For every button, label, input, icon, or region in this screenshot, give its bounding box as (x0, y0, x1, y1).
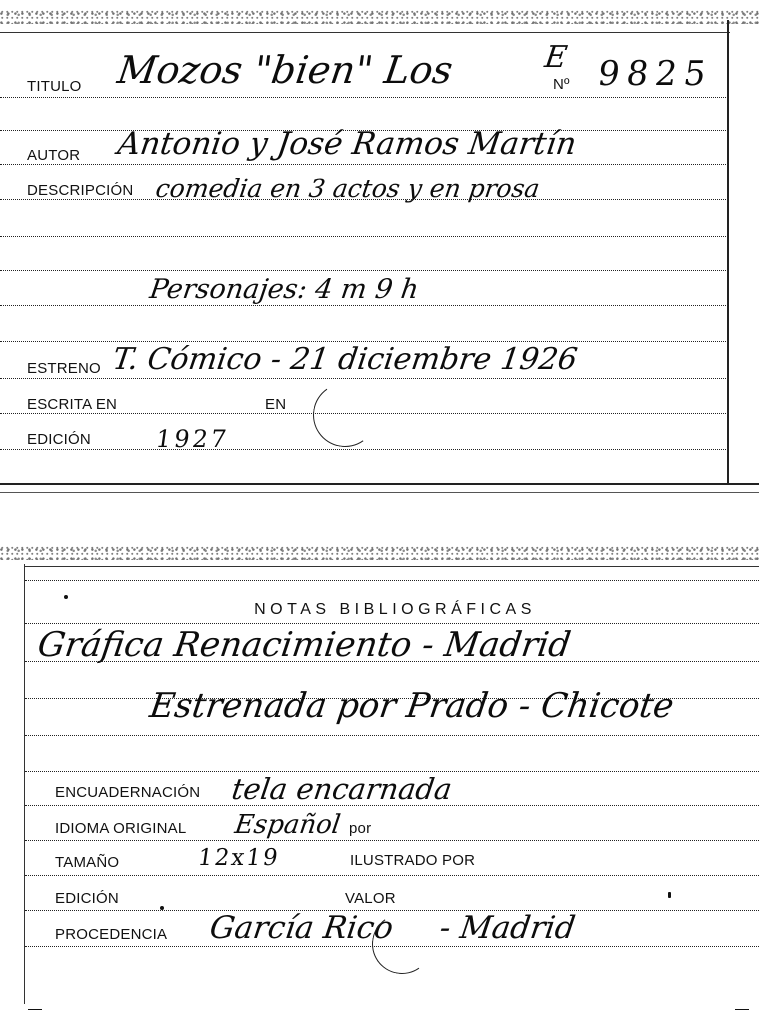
en-label: EN (265, 396, 287, 413)
rule-blank-2 (0, 236, 728, 237)
rule-idioma (25, 840, 759, 841)
descripcion-value: comedia en 3 actos y en prosa (153, 174, 542, 203)
catalog-card-front (0, 0, 759, 495)
por-label: por (349, 820, 372, 837)
tamano-value: 12x19 (196, 845, 282, 871)
torn-edge-top (0, 10, 759, 24)
card-bottom-border (0, 483, 759, 485)
valor-label: VALOR (345, 890, 396, 907)
rule-back-1 (25, 623, 759, 624)
rule-blank-3 (0, 270, 728, 271)
edicion-back-label: EDICIÓN (55, 890, 119, 907)
stamp-circle (308, 378, 382, 452)
personajes-value: Personajes: 4 m 9 h (147, 274, 421, 305)
encuadernacion-value: tela encarnada (229, 772, 455, 806)
rule-autor (0, 164, 728, 165)
ink-mark (64, 595, 68, 599)
rule-personajes (0, 305, 728, 306)
escrita-en-label: ESCRITA EN (27, 396, 118, 413)
catalog-card-back (0, 540, 759, 1028)
torn-edge-top-back (0, 546, 759, 560)
procedencia-label: PROCEDENCIA (55, 926, 168, 943)
rule-back-0 (25, 580, 759, 581)
idioma-label: IDIOMA ORIGINAL (55, 820, 187, 837)
autor-label: AUTOR (27, 147, 81, 164)
card-right-border (727, 20, 729, 485)
numero-prefix: E (542, 40, 570, 75)
note-line-1: Gráfica Renacimiento - Madrid (35, 625, 574, 665)
estreno-label: ESTRENO (27, 360, 101, 377)
numero-label: Nº (553, 76, 570, 93)
numero-value: 9825 (595, 54, 716, 94)
rule-estreno (0, 378, 728, 379)
card-back-left-border (24, 564, 25, 1004)
procedencia-value: García Rico (207, 910, 396, 946)
titulo-label: TITULO (27, 78, 82, 95)
descripcion-label: DESCRIPCIÓN (27, 182, 134, 199)
ilustrado-label: ILUSTRADO POR (350, 852, 476, 869)
rule-edicion (0, 449, 728, 450)
idioma-value: Español (232, 810, 343, 840)
estreno-value: T. Cómico - 21 diciembre 1926 (110, 342, 580, 377)
titulo-value: Mozos "bien" Los (114, 48, 456, 92)
note-line-2: Estrenada por Prado - Chicote (147, 686, 677, 726)
procedencia-city: - Madrid (437, 910, 578, 946)
notas-heading: NOTAS BIBLIOGRÁFICAS (254, 601, 536, 618)
encuadernacion-label: ENCUADERNACIÓN (55, 784, 201, 801)
tamano-label: TAMAÑO (55, 854, 120, 871)
card-top-border (0, 32, 730, 33)
edicion-value: 1927 (154, 425, 232, 453)
rule-back-4 (25, 735, 759, 736)
ink-mark-right (668, 892, 671, 898)
edge-tick-left (28, 1009, 42, 1010)
edicion-label: EDICIÓN (27, 431, 91, 448)
autor-value: Antonio y José Ramos Martín (115, 126, 579, 162)
rule-titulo (0, 97, 728, 98)
card-bottom-border-lower (0, 492, 759, 493)
rule-tamano (25, 875, 759, 876)
edge-tick-right (735, 1009, 749, 1010)
card-back-top-border (24, 566, 759, 567)
ink-dot (160, 906, 164, 910)
